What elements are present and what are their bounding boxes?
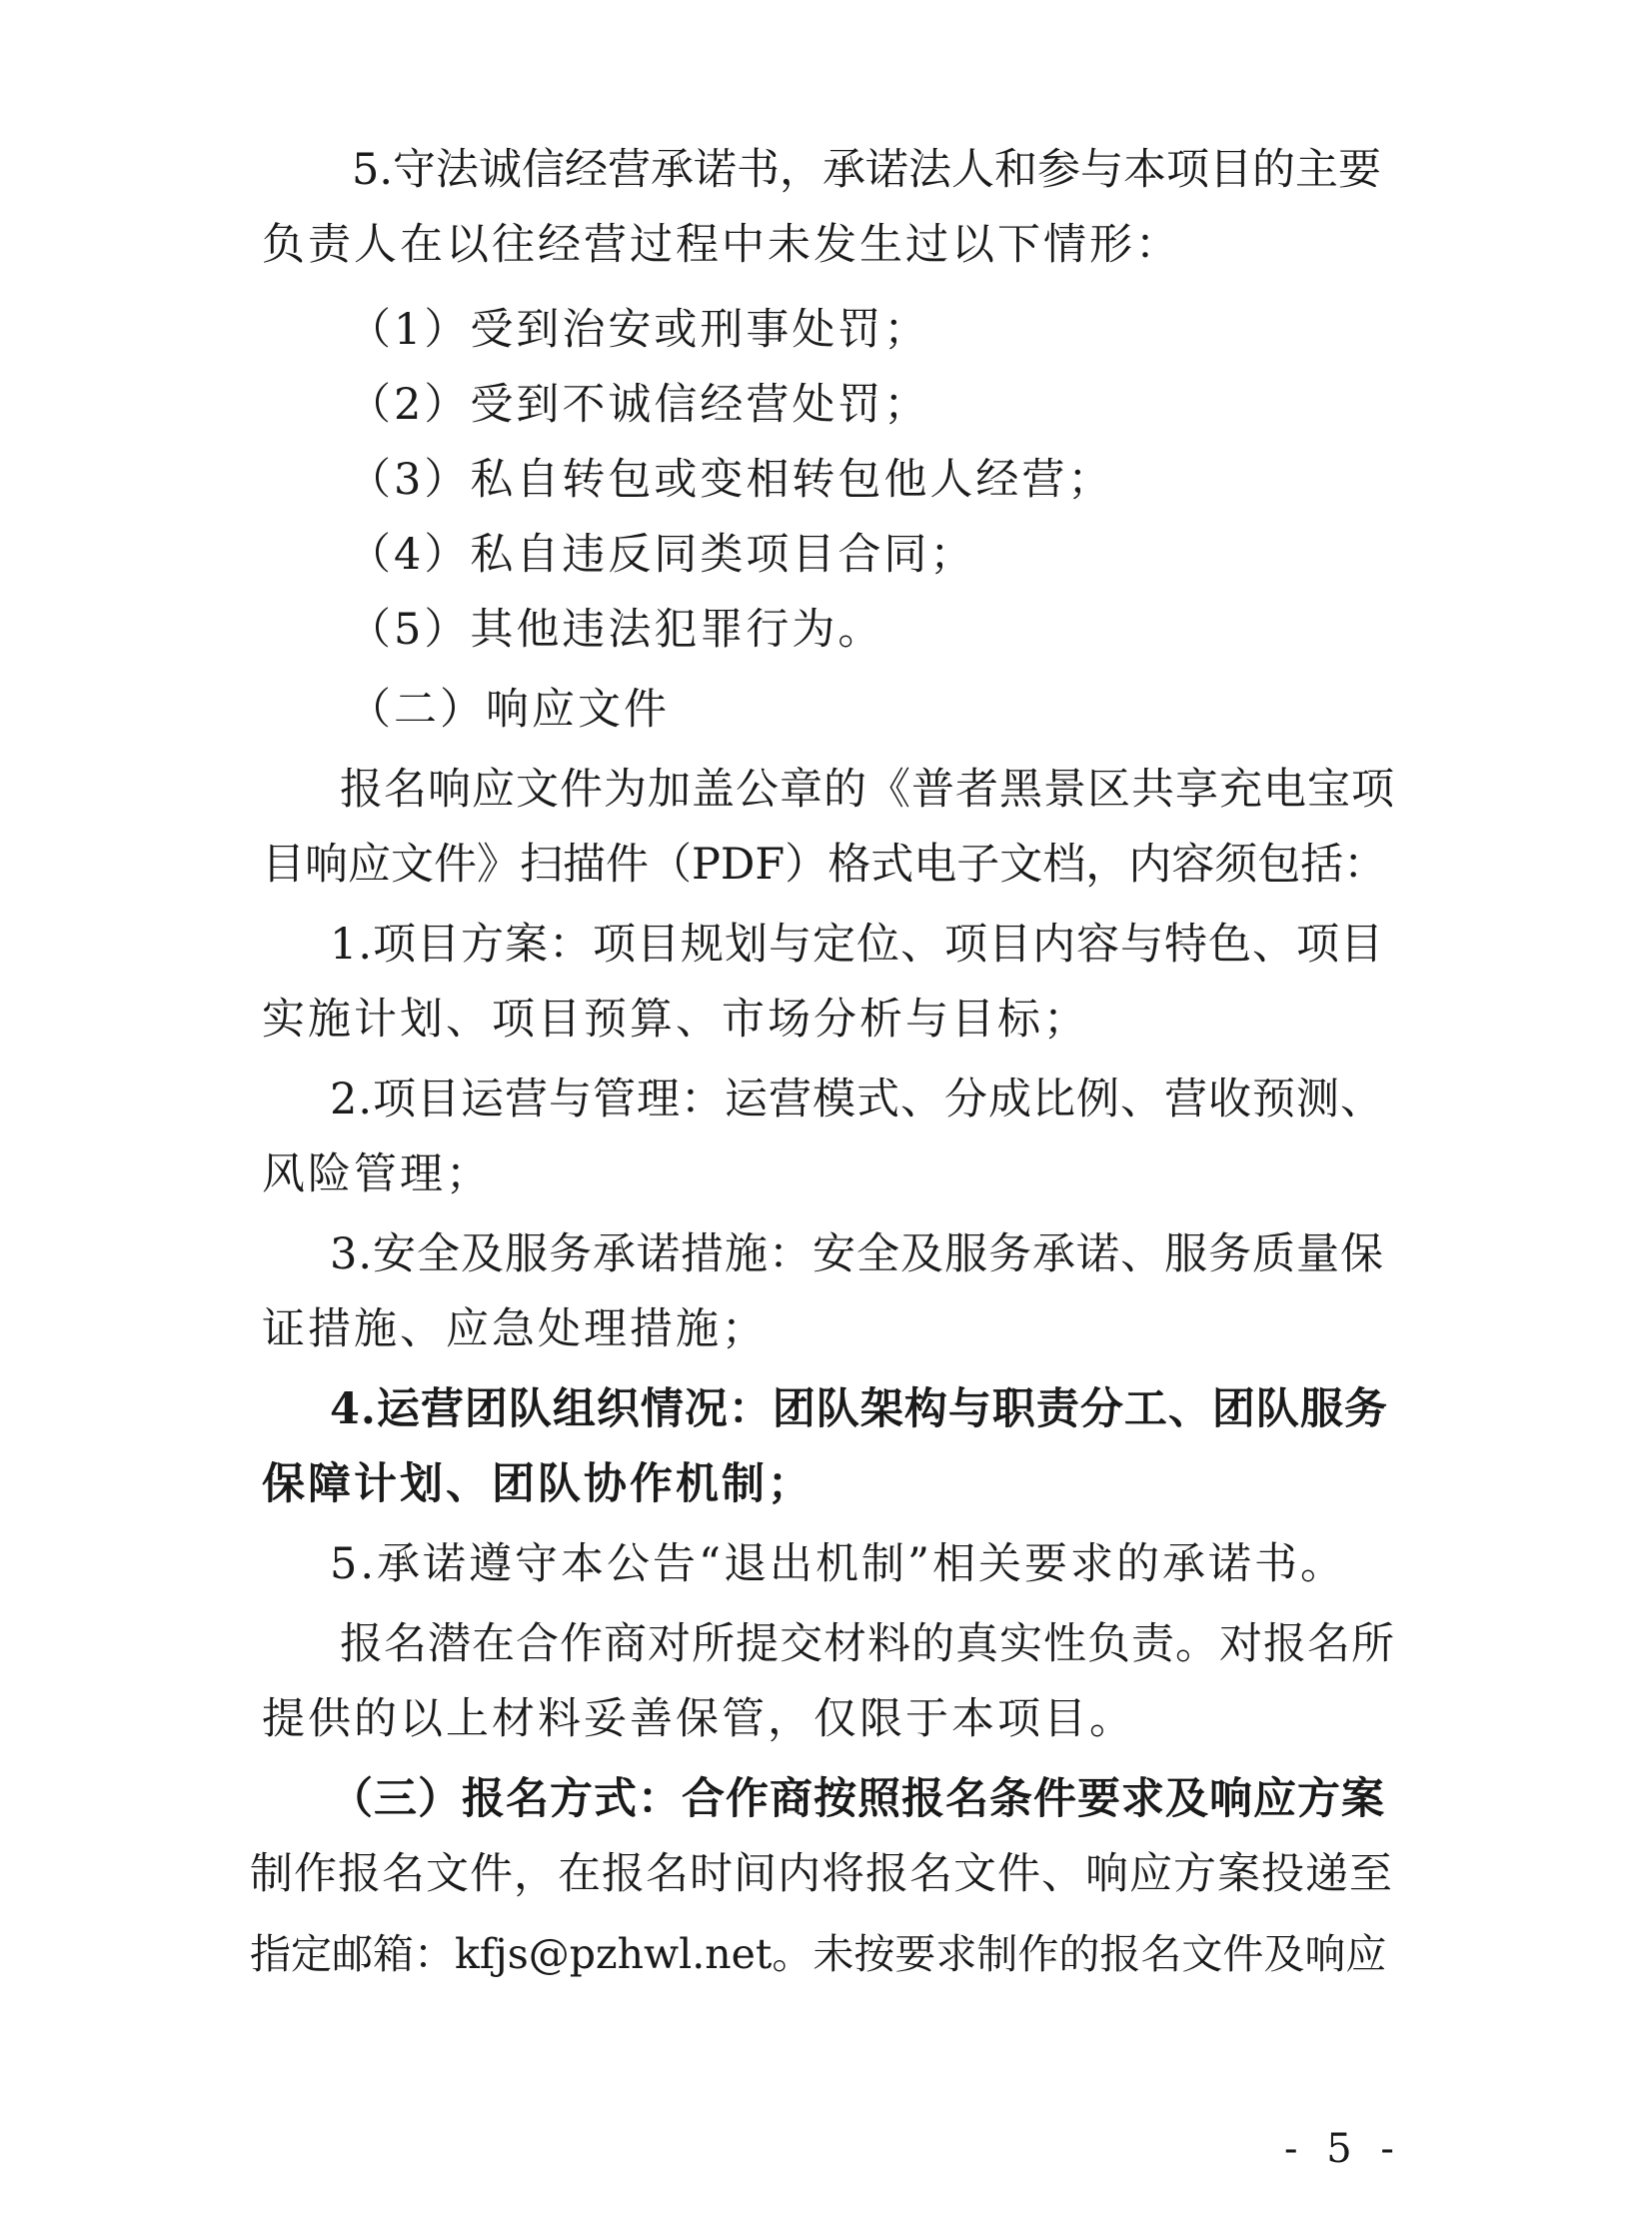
paragraph-line: 保障计划、团队协作机制； xyxy=(262,1459,814,1509)
paragraph-line: 制作报名文件，在报名时间内将报名文件、响应方案投递至 xyxy=(250,1849,1393,1899)
page-number: - 5 - xyxy=(1284,2126,1402,2172)
list-item: （2）受到不诚信经营处罚； xyxy=(348,380,930,430)
paragraph-line: 报名响应文件为加盖公章的《普者黑景区共享充电宝项 xyxy=(340,765,1395,815)
paragraph-line: 3.安全及服务承诺措施：安全及服务承诺、服务质量保 xyxy=(330,1229,1385,1279)
paragraph-line: 目响应文件》扫描件（PDF）格式电子文档，内容须包括： xyxy=(262,840,1387,890)
section-heading: （二）响应文件 xyxy=(348,685,670,735)
paragraph-line: 证措施、应急处理措施； xyxy=(262,1304,768,1354)
paragraph-line: 5.守法诚信经营承诺书，承诺法人和参与本项目的主要 xyxy=(352,145,1382,195)
paragraph-line: 实施计划、项目预算、市场分析与目标； xyxy=(262,995,1089,1045)
paragraph-line: 2.项目运营与管理：运营模式、分成比例、营收预测、 xyxy=(330,1075,1385,1124)
list-item: （5）其他违法犯罪行为。 xyxy=(348,605,884,655)
paragraph-line: （三）报名方式：合作商按照报名条件要求及响应方案 xyxy=(330,1774,1385,1824)
list-item: （4）私自违反同类项目合同； xyxy=(348,530,976,580)
list-item: （3）私自转包或变相转包他人经营； xyxy=(348,455,1114,505)
paragraph-line: 报名潜在合作商对所提交材料的真实性负责。对报名所 xyxy=(340,1619,1395,1669)
paragraph-line: 风险管理； xyxy=(262,1149,492,1199)
paragraph-line: 指定邮箱：kfjs@pzhwl.net。未按要求制作的报名文件及响应 xyxy=(250,1930,1387,1978)
list-item: （1）受到治安或刑事处罚； xyxy=(348,305,930,355)
paragraph-line: 1.项目方案：项目规划与定位、项目内容与特色、项目 xyxy=(330,920,1385,970)
paragraph-line: 5.承诺遵守本公告“退出机制”相关要求的承诺书。 xyxy=(330,1539,1346,1589)
paragraph-line: 4.运营团队组织情况：团队架构与职责分工、团队服务 xyxy=(330,1384,1388,1434)
paragraph-line: 负责人在以往经营过程中未发生过以下情形： xyxy=(262,220,1181,270)
paragraph-line: 提供的以上材料妥善保管，仅限于本项目。 xyxy=(262,1694,1135,1744)
